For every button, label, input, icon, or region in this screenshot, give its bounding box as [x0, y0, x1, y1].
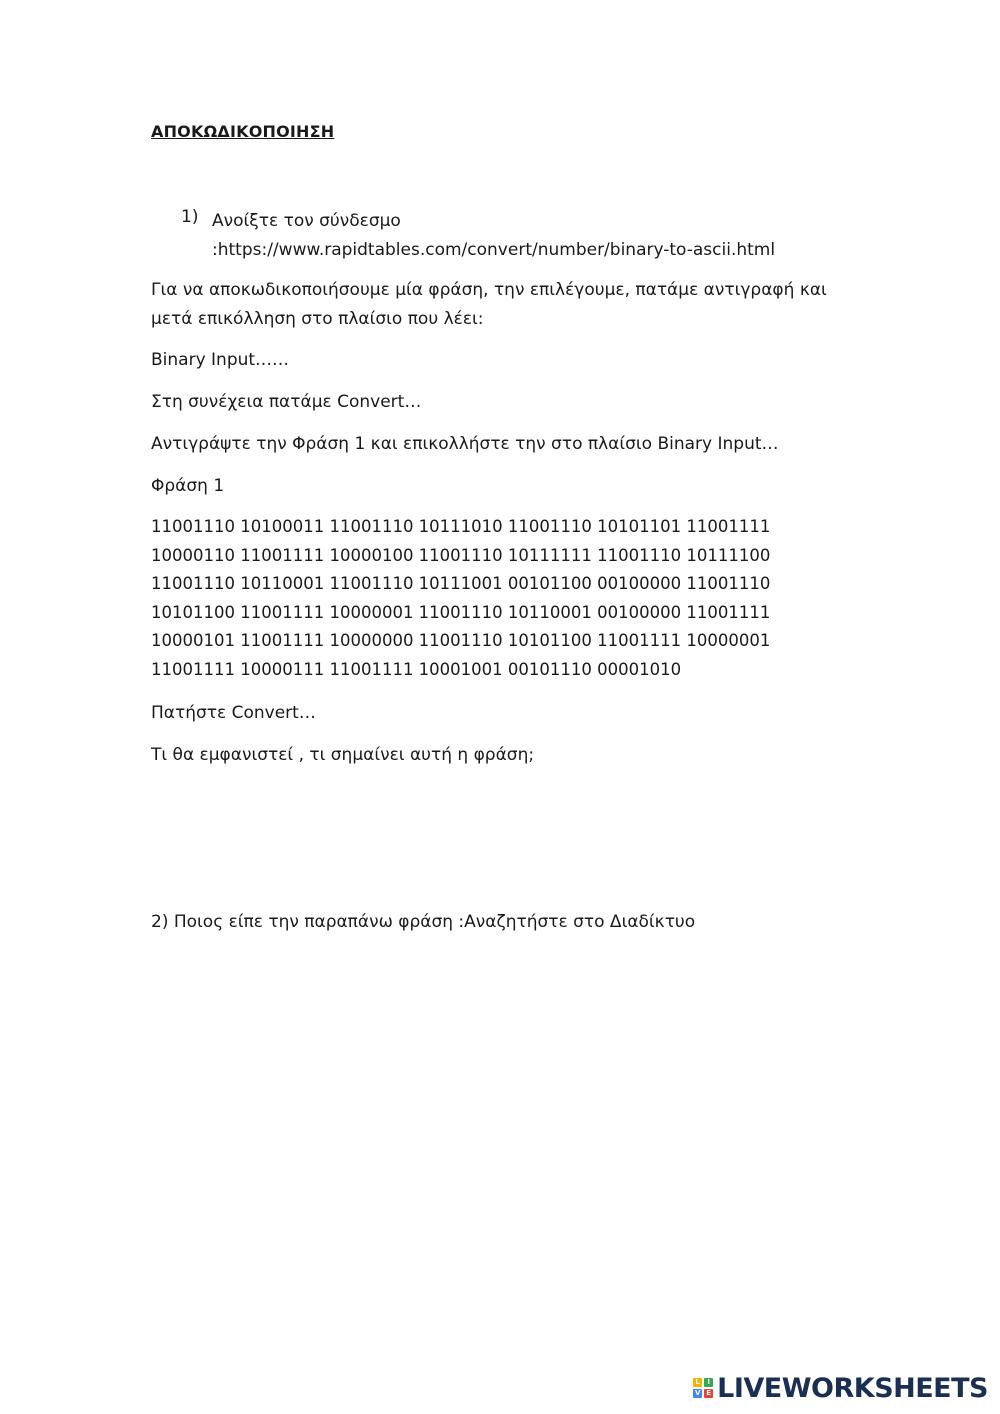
item-1-number: 1): [181, 207, 199, 227]
then-convert-text: Στη συνέχεια πατάμε Convert…: [151, 392, 422, 412]
binary-line: 11001111 10000111 11001111 10001001 00101110 00001010: [151, 659, 682, 679]
item-1-link: :https://www.rapidtables.com/convert/number/binary-to-ascii.html: [212, 240, 776, 260]
logo-mark-letter: L: [693, 1378, 702, 1387]
logo-mark-letter: V: [694, 1389, 701, 1397]
liveworksheets-logo: [693, 1372, 988, 1404]
copy-instruction: Αντιγράψτε την Φράση 1 και επικολλήστε την στο πλαίσιο Binary Input…: [151, 434, 779, 454]
question-1: Τι θα εμφανιστεί , τι σημαίνει αυτή η φράση;: [151, 745, 535, 765]
binary-line: 10000110 11001111 10000100 11001110 10111111 11001110 10111100: [151, 545, 771, 565]
logo-mark-letter: E: [704, 1389, 713, 1398]
binary-line: 11001110 10110001 11001110 10111001 00101100 00100000 11001110: [151, 574, 771, 594]
binary-input-label: Binary Input……: [151, 350, 290, 370]
phrase-label: Φράση 1: [151, 476, 225, 496]
item-1-line-1: Ανοίξτε τον σύνδεσμο: [212, 211, 401, 231]
binary-line: 10000101 11001111 10000000 11001110 10101100 11001111 10000001: [151, 631, 771, 651]
binary-line: 10101100 11001111 10000001 11001110 10110001 00100000 11001111: [151, 602, 771, 622]
item-1-text: [212, 207, 775, 265]
page-title: ΑΠΟΚΩΔΙΚΟΠΟΙΗΣΗ: [151, 122, 335, 141]
binary-phrase: [151, 513, 831, 685]
question-2: 2) Ποιος είπε την παραπάνω φράση :Αναζητήστε στο Διαδίκτυο: [151, 912, 696, 932]
logo-text: LIVEWORKSHEETS: [717, 1372, 988, 1404]
liveworksheets-mark-icon: [693, 1378, 713, 1398]
press-convert-text: Πατήστε Convert…: [151, 703, 316, 723]
binary-line: 11001110 10100011 11001110 10111010 11001110 10101101 11001111: [151, 517, 771, 536]
logo-mark-letter: I: [704, 1378, 713, 1387]
intro-paragraph: Για να αποκωδικοποιήσουμε μία φράση, την επιλέγουμε, πατάμε αντιγραφή και μετά επικόλληση στο πλαίσιο που λέει:: [151, 280, 827, 329]
